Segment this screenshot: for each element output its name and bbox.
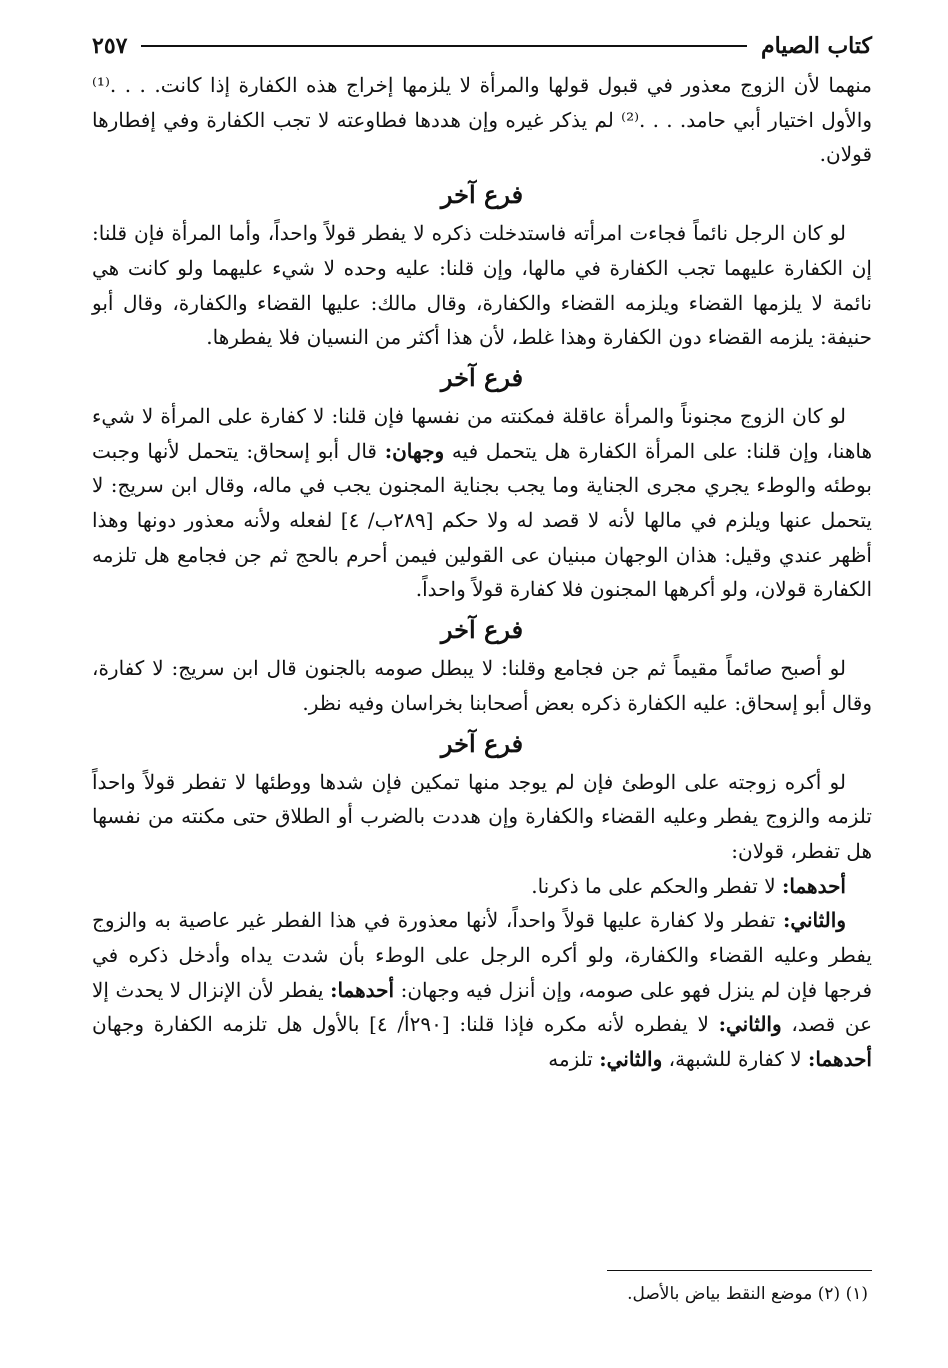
page-number: ٢٥٧: [92, 33, 128, 59]
paragraph-text: يفطر لأن الإنزال لا يحدث إلا عن قصد،: [92, 977, 873, 1037]
section-paragraph: [92, 399, 872, 607]
bold-term: والثاني:: [718, 1012, 782, 1037]
opinion-two-paragraph: [92, 903, 872, 1077]
book-page: [92, 28, 872, 1077]
footnote: (١) (٢) موضع النقط بياض بالأصل.: [627, 1284, 868, 1304]
section-heading: فرع آخر: [440, 180, 524, 210]
bold-term: والثاني:: [782, 908, 846, 933]
paragraph-text: تفطر ولا كفارة عليها قولاً واحداً، لأنها معذورة في هذا الفطر غير عاصية به والزوج يفطر وعليه القضاء والكفارة، ولو أكره الرجل على الوطء بأن شدت يداه وأدخل ذكره في فرجها فإن لم ينزل فهو على صومه، وإن أنزل فيه وجهان:: [92, 908, 873, 1002]
paragraph-text: تلزمه: [548, 1047, 593, 1072]
bold-term: أحدهما:: [807, 1047, 872, 1072]
section-paragraph: لو كان الرجل نائماً فجاءت امرأته فاستدخلت ذكره لا يفطر قولاً واحداً، وأما المرأة فإن قلنا: إن الكفارة عليهما تجب الكفارة في مالها، وإن قلنا: عليه وحده لا شيء عليهما ولو كانت هي نائمة لا يلزمها القضاء ويلزمه القضاء والكفارة، وقال مالك: عليها القضاء والكفارة، وقال أبو حنيفة: يلزمه القضاء دون الكفارة وهذا غلط، لأن هذا أكثر من النسيان فلا يفطرها.: [92, 221, 872, 350]
section-paragraph: لو أصبح صائماً مقيماً ثم جن فجامع وقلنا: لا يبطل صومه بالجنون قال ابن سريج: لا كفارة، وقال أبو إسحاق: عليه الكفارة ذكره بعض أصحابنا بخراسان وفيه نظر.: [92, 656, 872, 715]
paragraph-text: قال أبو إسحاق: يتحمل لأنها وجبت بوطئه والوطء يجري مجرى الجناية وما يجب بجناية المجنون يجب في ماله، وقال ابن سريج: لا يتحمل عنها ويلزم في مالها لأنه لا قصد له ولا حكم [٢٨٩ب/ ٤] لفعله ولأنه معذور دونها وهذا أظهر عندي وقيل: هذان الوجهان مبنيان عى القولين فيمن أحرم بالحج ثم جن فجامع هل تلزمه الكفارة قولان، ولو أكرهها المجنون فلا كفارة قولاً واحداً.: [92, 438, 872, 602]
bold-term: أحدهما:: [781, 873, 846, 898]
section-heading: فرع آخر: [440, 362, 524, 392]
section-heading: فرع آخر: [440, 728, 524, 758]
paragraph-text: لا تفطر والحكم على ما ذكرنا.: [531, 873, 776, 898]
bold-term: أحدهما:: [330, 977, 395, 1002]
section-heading: فرع آخر: [440, 615, 524, 645]
paragraph-text: لا يفطره لأنه مكره فإذا قلنا: [٢٩٠أ/ ٤] بالأول هل تلزمه الكفارة وجهان: [92, 1012, 709, 1037]
intro-paragraph: منهما لأن الزوج معذور في قبول قولها والمرأة لا يلزمها إخراج هذه الكفارة إذا كانت. . . .⁽¹⁾ والأول اختيار أبي حامد. . . .⁽²⁾ لم يذكر غيره وإن هددها فطاوعته لا تجب الكفارة وفي إفطارها قولان.: [92, 73, 872, 167]
paragraph-text: لو كان الزوج مجنوناً والمرأة عاقلة فمكنته من نفسها فإن قلنا: لا كفارة على المرأة لا شيء هاهنا، وإن قلنا: على المرأة الكفارة هل يتحمل فيه: [92, 403, 873, 463]
running-title: كتاب الصيام: [760, 33, 872, 59]
page-header: [92, 28, 872, 64]
paragraph-text: لا كفارة للشبهة،: [668, 1047, 802, 1072]
bold-term: وجهان:: [384, 438, 445, 463]
opinion-one-paragraph: [92, 869, 872, 904]
bold-term: والثاني:: [599, 1047, 663, 1072]
header-rule: [141, 45, 747, 47]
footnote-rule: [607, 1270, 872, 1271]
section-paragraph: لو أكره زوجته على الوطئ فإن لم يوجد منها تمكين فإن شدها ووطئها لا تفطر قولاً واحداً تلزمه والزوج يفطر وعليه القضاء والكفارة وإن هددت بالضرب أو الطلاق حتى مكنته من نفسها هل تفطر، قولان:: [92, 769, 872, 863]
